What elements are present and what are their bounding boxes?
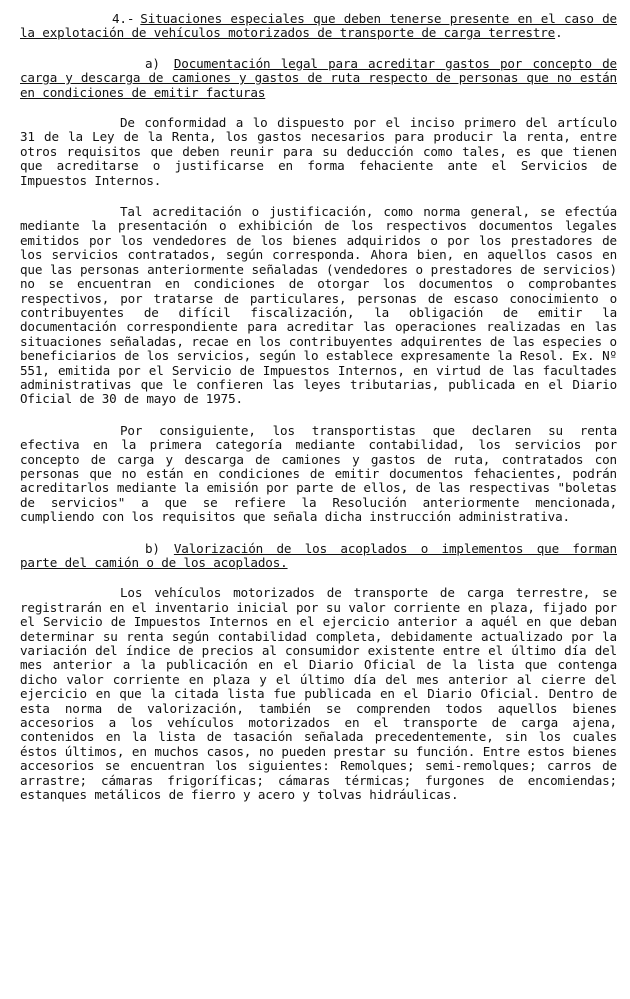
subsection-b-letter: b) [145,540,160,556]
subsection-b-heading [20,542,617,571]
section-title-end: . [555,25,563,41]
paragraph: Los vehículos motorizados de transporte de carga terrestre, se registrarán en el inventario inicial por su valor corriente en plaza, fijado por el Servicio de Impuestos Internos en el ejercicio anterior a aquél en que deban determinar su renta según contabilidad completa, debidamente actualizado por la variación del índice de precios al consumidor existente entre el último día del mes anterior a la publicación en el Diario Oficial de la lista que contenga dicho valor corriente en plaza y el último día del mes anterior al cierre del ejercicio en que la citada lista fue publicada en el Diario Oficial. Dentro de esta norma de valorización, también se comprenden todos aquellos bienes accesorios a los vehículos motorizados en el transporte de carga ajena, contenidos en la lista de tasación señalada precedentemente, sin los cuales éstos últimos, en muchos casos, no pueden prestar su función. Entre estos bienes accesorios se encuentran los siguientes: Remolques; semi-remolques; carros de arrastre; cámaras frigoríficas; cámaras térmicas; furgones de encomiendas; estanques metálicos de fierro y acero y tolvas hidráulicas. [20,585,617,803]
subsection-a-heading [20,57,617,100]
subsection-a-letter: a) [145,55,160,71]
subsection-b-title: Valorización de los acoplados o implementos que forman parte del camión o de los acoplados. [20,540,617,570]
section-number: 4.- [112,11,135,26]
paragraph: Por consiguiente, los transportistas que declaren su renta efectiva en la primera categoría mediante contabilidad, los servicios por concepto de carga y descarga de camiones y gastos de ruta, contratados con personas que no están en condiciones de emitir documentos fehacientes, podrán acreditarlos mediante la emisión por parte de ellos, de las respectivas "boletas de servicios" a que se refiere la Resolución anteriormente mencionada, cumpliendo con los requisitos que señala dicha instrucción administrativa. [20,422,617,525]
paragraph: Tal acreditación o justificación, como norma general, se efectúa mediante la presentación o exhibición de los respectivos documentos legales emitidos por los vendedores de los bienes adquiridos o por los prestadores de los servicios contratados, según corresponda. Ahora bien, en aquellos casos en que las personas anteriormente señaladas (vendedores o prestadores de servicios) no se encuentran en condiciones de otorgar los documentos o comprobantes respectivos, por tratarse de particulares, personas de escaso conocimiento o contribuyentes de difícil fiscalización, la obligación de emitir la documentación correspondiente para acreditar las operaciones realizadas en las situaciones señaladas, recae en los contribuyentes adquirentes de las especies o beneficiarios de los servicios, según lo establece expresamente la Resol. Ex. Nº 551, emitida por el Servicio de Impuestos Internos, en virtud de las facultades administrativas que le confieren las leyes tributarias, publicada en el Diario Oficial de 30 de mayo de 1975. [20,204,617,407]
section-heading [20,12,617,41]
subsection-a-title: Documentación legal para acreditar gastos por concepto de carga y descarga de camiones y gastos de ruta respecto de personas que no están en condiciones de emitir facturas [20,55,617,100]
section-title: Situaciones especiales que deben tenerse presente en el caso de la explotación de vehículos motorizados de transporte de carga terrestre [20,11,617,41]
paragraph: De conformidad a lo dispuesto por el inciso primero del artículo 31 de la Ley de la Renta, los gastos necesarios para producir la renta, entre otros requisitos que deben reunir para su deducción como tales, es que tienen que acreditarse o justificarse en forma fehaciente ante el Servicios de Impuestos Internos. [20,115,617,188]
